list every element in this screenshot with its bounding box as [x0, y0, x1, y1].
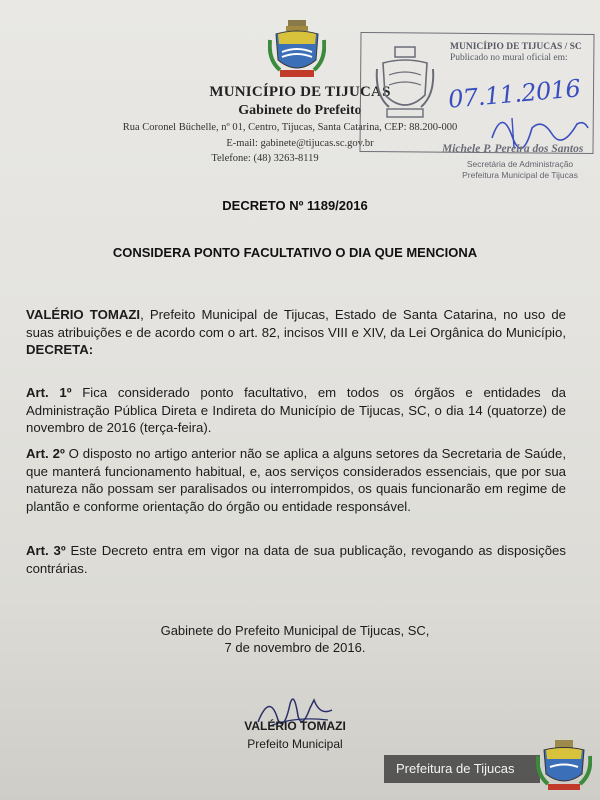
stamp-crest-icon	[373, 45, 437, 125]
intro-name: VALÉRIO TOMAZI	[26, 307, 141, 322]
stamp-signer: Michele P. Pereira dos Santos	[442, 143, 584, 155]
art3-text: Este Decreto entra em vigor na data de sua publicação, revogando as disposições contrárias.	[26, 543, 566, 576]
letterhead-phone: Telefone: (48) 3263-8119	[211, 153, 319, 164]
stamp-handwritten-date: 07.11.2016	[447, 74, 582, 114]
watermark-crest-icon	[536, 738, 592, 794]
decree-intro	[26, 306, 566, 359]
letterhead-email: E-mail: gabinete@tijucas.sc.gov.br	[226, 138, 374, 149]
decree-number: DECRETO Nº 1189/2016	[222, 198, 368, 213]
decree-article-2	[26, 445, 566, 515]
stamp-role-line1: Secretária de Administração	[466, 159, 574, 169]
art2-text: O disposto no artigo anterior não se aplica a alguns setores da Secretaria de Saúde, que manterá funcionamento habitual, e, aos serviços considerados essenciais, que por sua natureza não possam ser paralisados ou interrompidos, os quais funcionarão em regime de plantão e conforme orientação do órgão ou entidade responsável.	[26, 446, 566, 514]
decree-subject: CONSIDERA PONTO FACULTATIVO O DIA QUE MENCIONA	[112, 245, 478, 260]
signer-role: Prefeito Municipal	[247, 737, 343, 751]
letterhead-address: Rua Coronel Büchelle, nº 01, Centro, Tijucas, Santa Catarina, CEP: 88.200-000	[122, 122, 458, 133]
watermark-label: Prefeitura de Tijucas	[396, 761, 515, 776]
letterhead-office: Gabinete do Prefeito	[238, 103, 362, 118]
art1-label: Art. 1º	[26, 385, 72, 400]
art2-label: Art. 2º	[26, 446, 65, 461]
intro-decreta: DECRETA:	[26, 342, 94, 357]
closing-line-2: 7 de novembro de 2016.	[224, 640, 366, 655]
decree-article-3	[26, 542, 566, 577]
stamp-title: MUNICÍPIO DE TIJUCAS / SC	[450, 42, 582, 52]
signer-name: VALÉRIO TOMAZI	[244, 719, 346, 733]
intro-text: , Prefeito Municipal de Tijucas, Estado de Santa Catarina, no uso de suas atribuições e de acordo com o art. 82, incisos VIII e XIV, da Lei Orgânica do Município,	[26, 307, 566, 340]
art3-label: Art. 3º	[26, 543, 66, 558]
closing-line-1: Gabinete do Prefeito Municipal de Tijucas, SC,	[160, 623, 430, 638]
municipal-crest-icon	[268, 20, 326, 80]
decree-article-1	[26, 384, 566, 437]
stamp-role-line2: Prefeitura Municipal de Tijucas	[462, 170, 578, 180]
stamp-subtitle: Publicado no mural oficial em:	[450, 53, 568, 63]
art1-text: Fica considerado ponto facultativo, em todos os órgãos e entidades da Administração Pública Direta e Indireta do Município de Tijucas, SC, o dia 14 (quatorze) de novembro de 2016 (terça-feira).	[26, 385, 566, 435]
letterhead-municipality: MUNICÍPIO DE TIJUCAS	[209, 84, 391, 100]
